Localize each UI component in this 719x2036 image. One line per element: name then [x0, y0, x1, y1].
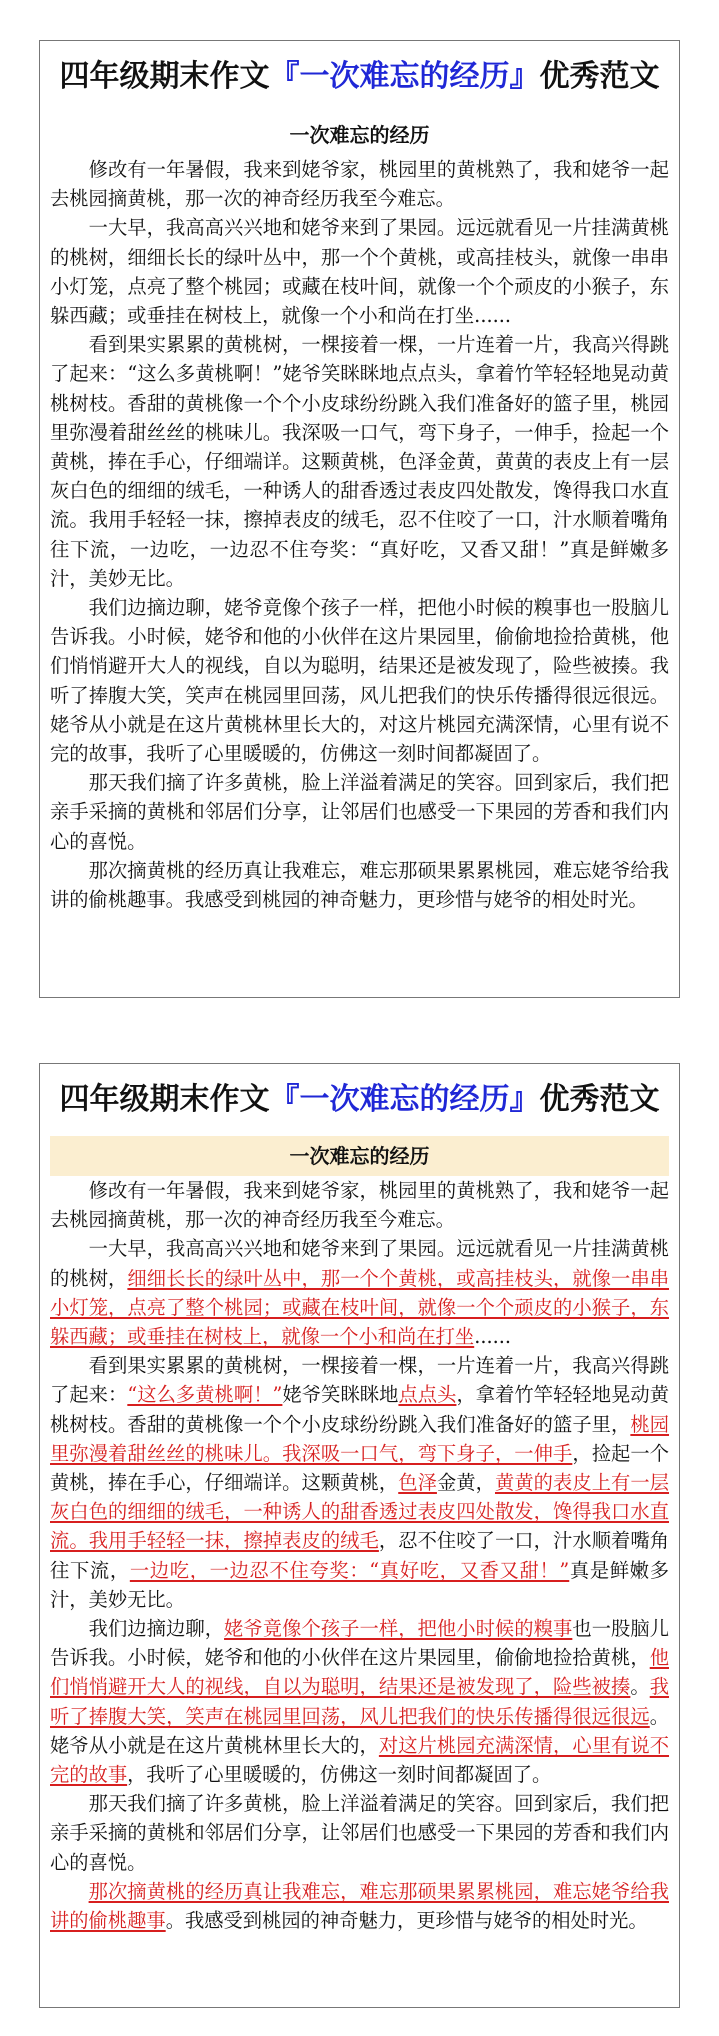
- text-segment: ，我听了心里暖暖的，仿佛这一刻时间都凝固了。: [127, 1763, 552, 1787]
- text-segment: ，捡起一个黄桃，捧在手心，仔细端详。这颗黄桃，: [50, 1441, 670, 1495]
- text-segment: 姥爷笑眯眯地: [282, 1383, 399, 1407]
- essay-title: 一次难忘的经历: [289, 123, 430, 147]
- marked-phrase: 他们悄悄避开大人的视线，自以为聪明，结果还是被发现了，险些被揍: [50, 1646, 669, 1699]
- paragraph-5: 那天我们摘了许多黄桃，脸上洋溢着满足的笑容。回到家后，我们把亲手采摘的黄桃和邻居们分享，让邻居们也感受一下果园的芳香和我们内心的喜悦。: [50, 1792, 669, 1874]
- heading-suffix: 优秀范文: [539, 1082, 660, 1117]
- paragraph-6-annotated: [50, 1877, 669, 1935]
- text-segment: ，忍不住咬了一口，汁水顺着嘴角往下流，: [50, 1529, 670, 1582]
- text-segment: 。: [630, 1675, 650, 1699]
- essay-title-highlighted: 一次难忘的经历: [50, 1136, 669, 1176]
- paragraph-4-annotated: [50, 1614, 669, 1789]
- text-segment: 。我感受到桃园的神奇魅力，更珍惜与姥爷的相处时光。: [165, 1909, 648, 1933]
- text-segment: ......: [474, 1325, 511, 1349]
- text-segment: ，拿着竹竿轻轻地晃动黄桃树枝。香甜的黄桃像一个个小皮球纷纷跳入我们准备好的篮子里，: [50, 1383, 670, 1436]
- essay-card-plain: [39, 40, 680, 998]
- marked-phrase: 姥爷竟像个孩子一样，把他小时候的糗事: [224, 1617, 573, 1641]
- heading-prefix: 四年级期末作文: [59, 1082, 270, 1117]
- paragraph-2-annotated: [50, 1234, 669, 1351]
- marked-phrase: 我听了捧腹大笑，笑声在桃园里回荡，风儿把我们的快乐传播得很远很远: [50, 1675, 670, 1728]
- text-segment: 也一股脑儿告诉我。小时候，姥爷和他的小伙伴在这片果园里，偷偷地捡拾黄桃，: [50, 1617, 670, 1670]
- marked-phrase: 点点头: [398, 1383, 457, 1407]
- paragraph-1: 修改有一年暑假，我来到姥爷家，桃园里的黄桃熟了，我和姥爷一起去桃园摘黄桃，那一次的神奇经历我至今难忘。: [50, 1179, 669, 1232]
- text-segment: 。姥爷从小就是在这片黄桃林里长大的，: [50, 1704, 669, 1757]
- page-heading: [40, 1080, 679, 1120]
- text-segment: 我们边摘边聊，: [88, 1617, 225, 1641]
- marked-phrase: 黄黄的表皮上有一层灰白色的细细的绒毛，一种诱人的甜香透过表皮四处散发，馋得我口水直流。我用手轻轻一抹，擦掉表皮的绒毛: [50, 1471, 670, 1553]
- text-segment: 一大早，我高高兴兴地和姥爷来到了果园。远远就看见一片挂满黄桃的桃树，: [50, 1237, 669, 1290]
- paragraph-2: 一大早，我高高兴兴地和姥爷来到了果园。远远就看见一片挂满黄桃的桃树，细细长长的绿叶丛中，那一个个黄桃，或高挂枝头，就像一串串小灯笼，点亮了整个桃园；或藏在枝叶间，就像一个个顽皮的小猴子，东躲西藏；或垂挂在树枝上，就像一个小和尚在打坐......: [50, 216, 669, 328]
- marked-phrase: 桃园里弥漫着甜丝丝的桃味儿。我深吸一口气，弯下身子，一伸手: [50, 1412, 670, 1465]
- text-segment: 看到果实累累的黄桃树，一棵接着一棵，一片连着一片，我高兴得跳了起来：: [50, 1354, 669, 1407]
- marked-phrase: 那次摘黄桃的经历真让我难忘，难忘那硕果累累桃园，难忘姥爷给我讲的偷桃趣事: [50, 1879, 669, 1933]
- text-segment: 金黄，: [436, 1471, 495, 1495]
- essay-card-annotated: [39, 1063, 680, 2008]
- paragraph-6: 那次摘黄桃的经历真让我难忘，难忘那硕果累累桃园，难忘姥爷给我讲的偷桃趣事。我感受到桃园的神奇魅力，更珍惜与姥爷的相处时光。: [50, 858, 669, 912]
- heading-highlight: 『一次难忘的经历』: [269, 59, 540, 94]
- marked-phrase: “这么多黄桃啊！”: [127, 1383, 283, 1407]
- marked-phrase: 一边吃，一边忍不住夸奖：“真好吃，又香又甜！”: [129, 1558, 570, 1582]
- essay-body: [50, 155, 669, 914]
- heading-highlight: 『一次难忘的经历』: [269, 1082, 540, 1117]
- page-heading: [40, 57, 679, 97]
- marked-phrase: 色泽: [398, 1471, 437, 1495]
- paragraph-1: 修改有一年暑假，我来到姥爷家，桃园里的黄桃熟了，我和姥爷一起去桃园摘黄桃，那一次的神奇经历我至今难忘。: [50, 158, 669, 211]
- heading-prefix: 四年级期末作文: [59, 59, 270, 94]
- essay-body-annotated: [50, 1176, 669, 1935]
- marked-phrase: 对这片桃园充满深情，心里有说不完的故事: [50, 1733, 670, 1787]
- paragraph-5: 那天我们摘了许多黄桃，脸上洋溢着满足的笑容。回到家后，我们把亲手采摘的黄桃和邻居们分享，让邻居们也感受一下果园的芳香和我们内心的喜悦。: [50, 771, 669, 853]
- text-segment: 真是鲜嫩多汁，美妙无比。: [50, 1558, 670, 1611]
- paragraph-3: 看到果实累累的黄桃树，一棵接着一棵，一片连着一片，我高兴得跳了起来：“这么多黄桃啊！”姥爷笑眯眯地点点头，拿着竹竿轻轻地晃动黄桃树枝。香甜的黄桃像一个个小皮球纷纷跳入我们准备好的篮子里，桃园里弥漫着甜丝丝的桃味儿。我深吸一口气，弯下身子，一伸手，捡起一个黄桃，捧在手心，仔细端详。这颗黄桃，色泽金黄，黄黄的表皮上有一层灰白色的细细的绒毛，一种诱人的甜香透过表皮四处散发，馋得我口水直流。我用手轻轻一抹，擦掉表皮的绒毛，忍不住咬了一口，汁水顺着嘴角往下流，一边吃，一边忍不住夸奖：“真好吃，又香又甜！”真是鲜嫩多汁，美妙无比。: [50, 333, 669, 590]
- paragraph-3-annotated: [50, 1351, 669, 1614]
- paragraph-4: 我们边摘边聊，姥爷竟像个孩子一样，把他小时候的糗事也一股脑儿告诉我。小时候，姥爷和他的小伙伴在这片果园里，偷偷地捡拾黄桃，他们悄悄避开大人的视线，自以为聪明，结果还是被发现了，险些被揍。我听了捧腹大笑，笑声在桃园里回荡，风儿把我们的快乐传播得很远很远。姥爷从小就是在这片黄桃林里长大的，对这片桃园充满深情，心里有说不完的故事，我听了心里暖暖的，仿佛这一刻时间都凝固了。: [50, 596, 669, 766]
- heading-suffix: 优秀范文: [539, 59, 660, 94]
- marked-phrase: 细细长长的绿叶丛中，那一个个黄桃，或高挂枝头，就像一串串小灯笼，点亮了整个桃园；或藏在枝叶间，就像一个个顽皮的小猴子，东躲西藏；或垂挂在树枝上，就像一个小和尚在打坐: [50, 1266, 670, 1349]
